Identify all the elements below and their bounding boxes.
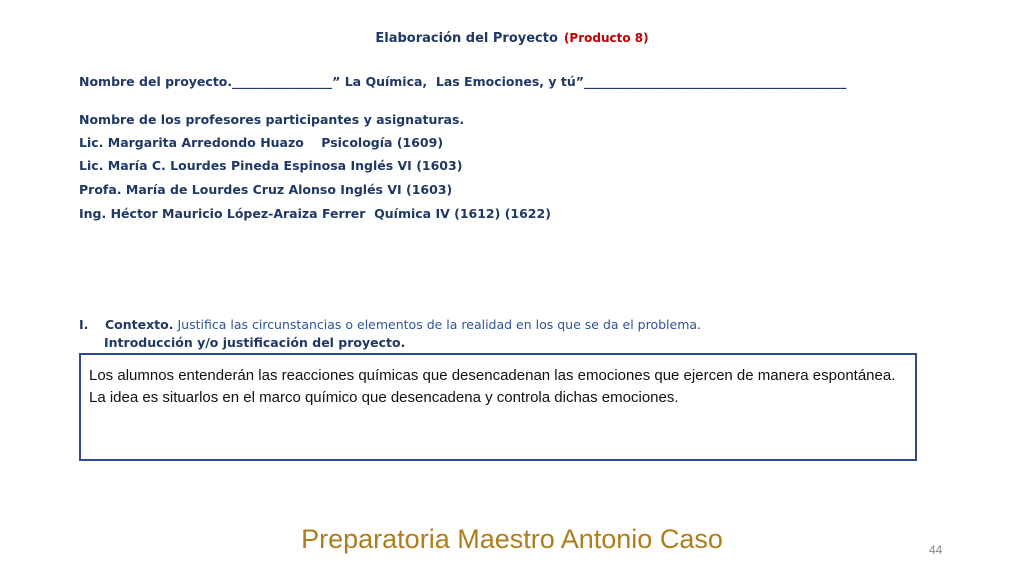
professor-item: Ing. Héctor Mauricio López-Araiza Ferrer Química IV (1612) (1622) [79,206,551,221]
title-text: Elaboración del Proyecto [375,31,558,46]
context-subheading: Introducción y/o justificación del proyecto. [104,335,406,350]
professor-item: Profa. María de Lourdes Cruz Alonso Inglés VI (1603) [79,182,453,197]
section-numeral: I. [79,317,89,332]
professors-heading: Nombre de los profesores participantes y asignaturas. [79,112,465,127]
professor-item: Lic. María C. Lourdes Pineda Espinosa Inglés VI (1603) [79,158,463,173]
answer-text: Los alumnos entenderán las reacciones químicas que desencadenan las emociones que ejercen de manera espontánea. La idea es situarlos en el marco químico que desencadena y controla dichas emociones. [89,367,896,406]
page-number: 44 [929,543,943,557]
school-footer: Preparatoria Maestro Antonio Caso [301,524,723,554]
context-line [79,317,701,332]
project-name-line: Nombre del proyecto.________________” La Química, Las Emociones, y tú”__________________________________________ [79,74,847,89]
context-period: . [697,317,702,332]
context-description: Justifica las circunstancias o elementos de la realidad en los que se da el problema [177,317,698,332]
answer-box [79,353,917,461]
product-label: (Producto 8) [563,31,649,45]
context-label: Contexto. [105,317,174,332]
professor-item: Lic. Margarita Arredondo Huazo Psicología (1609) [79,135,444,150]
slide-title [0,31,1024,46]
